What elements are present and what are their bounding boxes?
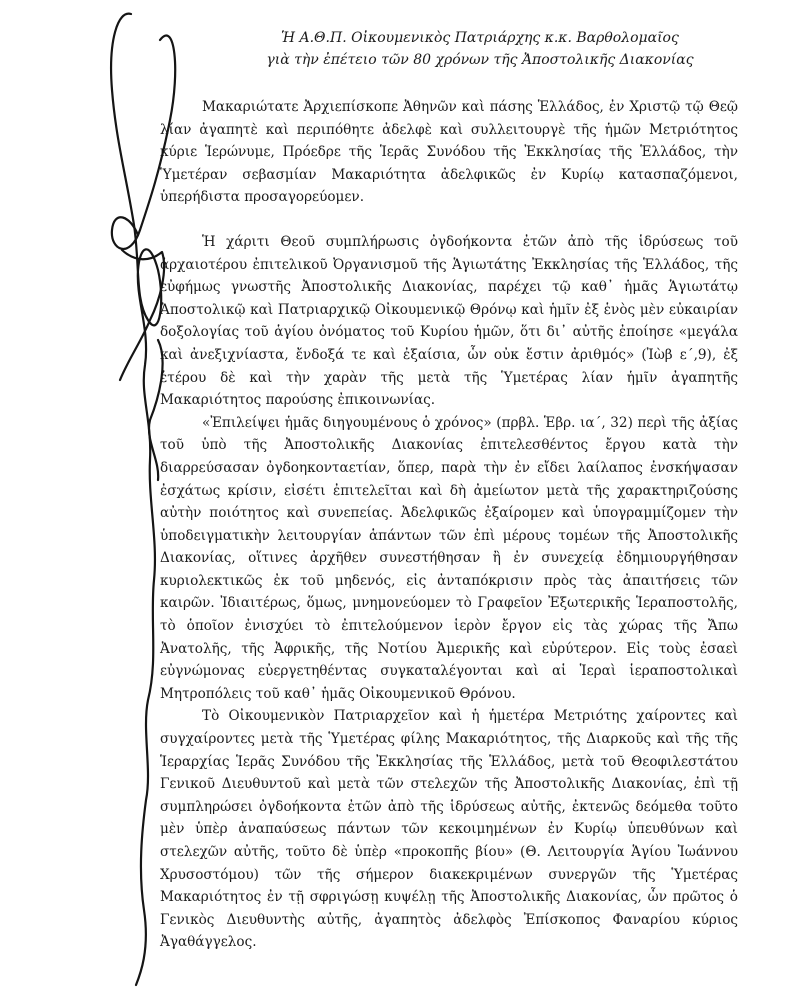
paragraph-anniversary: Ἡ χάριτι Θεοῦ συμπλήρωσις ὀγδοήκοντα ἐτῶν ἀπὸ τῆς ἱδρύσεως τοῦ ἀρχαιοτέρου ἐπιτελικοῦ Ὀργανισμοῦ τῆς Ἁγιωτάτης Ἐκκλησίας τῆς Ἑλλάδος, τῆς εὐφήμως γνωστῆς Ἀποστολικῆς Διακονίας, παρέχει τῷ καθ᾽ ἡμᾶς Ἁγιωτάτῳ Ἀποστολικῷ καὶ Πατριαρχικῷ Οἰκουμενικῷ Θρόνῳ καὶ ἡμῖν ἐξ ἑνὸς μὲν εὐκαιρίαν δοξολογίας τοῦ ἁγίου ὀνόματος τοῦ Κυρίου ἡμῶν, ὅτι δι᾽ αὐτῆς ἐποίησε «μεγάλα καὶ ἀνεξιχνίαστα, ἔνδοξά τε καὶ ἐξαίσια, ὧν οὐκ ἔστιν ἀριθμός» (Ἰὼβ ε΄,9), ἐξ ἑτέρου δὲ καὶ τὴν χαρὰν τῆς μετὰ τῆς Ὑμετέρας λίαν ἡμῖν ἀγαπητῆς Μακαριότητος παρούσης ἐπικοινωνίας. [160, 233, 738, 409]
letter-body [160, 96, 738, 954]
paragraph-prayer: Τὸ Οἰκουμενικὸν Πατριαρχεῖον καὶ ἡ ἡμετέρα Μετριότης χαίροντες καὶ συγχαίροντες μετὰ τῆς Ὑμετέρας φίλης Μακαριότητος, τῆς Διαρκοῦς καὶ τῆς τῆς Ἱεραρχίας Ἱερᾶς Συνόδου τῆς Ἐκκλησίας τῆς Ἑλλάδος, μετὰ τοῦ Θεοφιλεστάτου Γενικοῦ Διευθυντοῦ καὶ μετὰ τῶν στελεχῶν τῆς Ἀποστολικῆς Διακονίας, ἐπὶ τῇ συμπληρώσει ὀγδοήκοντα ἐτῶν ἀπὸ τῆς ἱδρύσεως αὐτῆς, ἐκτενῶς δεόμεθα τοῦτο μὲν ὑπὲρ ἀναπαύσεως πάντων τῶν κεκοιμημένων ἐν Κυρίῳ ὑπευθύνων καὶ στελεχῶν αὐτῆς, τοῦτο δὲ ὑπὲρ «προκοπῆς βίου» (Θ. Λειτουργία Ἁγίου Ἰωάννου Χρυσοστόμου) τῶν τῆς σήμερον διακεκριμένων συνεργῶν τῆς Ὑμετέρας Μακαριότητος ἐν τῇ σφριγώσῃ κυψέλῃ τῆς Ἀποστολικῆς Διακονίας, ὧν πρῶτος ὁ Γενικὸς Διευθυντὴς αὐτῆς, ἀγαπητὸς ἀδελφὸς Ἐπίσκοπος Φαναρίου κύριος Ἀγαθάγγελος. [160, 708, 738, 951]
paragraph-greeting: Μακαριώτατε Ἀρχιεπίσκοπε Ἀθηνῶν καὶ πάσης Ἑλλάδος, ἐν Χριστῷ τῷ Θεῷ λίαν ἀγαπητὲ καὶ περιπόθητε ἀδελφὲ καὶ συλλειτουργὲ τῆς ἡμῶν Μετριότητος κύριε Ἱερώνυμε, Πρόεδρε τῆς Ἱερᾶς Συνόδου τῆς Ἐκκλησίας τῆς Ἑλλάδος, τὴν Ὑμετέραν σεβασμίαν Μακαριότητα ἀδελφικῶς ἐν Κυρίῳ κατασπαζόμενοι, ὑπερήδιστα προσαγορεύομεν. [160, 99, 738, 206]
header-line-2: γιὰ τὴν ἐπέτειο τῶν 80 χρόνων τῆς Ἀποστολικῆς Διακονίας [266, 52, 694, 68]
paragraph-work: «Ἐπιλείψει ἡμᾶς διηγουμένους ὁ χρόνος» (πρβλ. Ἑβρ. ια΄, 32) περὶ τῆς ἀξίας τοῦ ὑπὸ τῆς Ἀποστολικῆς Διακονίας ἐπιτελεσθέντος ἔργου κατὰ τὴν διαρρεύσασαν ὀγδοηκονταετίαν, ὅπερ, παρὰ τὴν ἐν εἴδει λαίλαπος ἐνσκήψασαν ἐσχάτως κρίσιν, εἰσέτι ἐπιτελεῖται καὶ δὴ ἀμείωτον μετὰ τῆς χαρακτηριζούσης αὐτὴν ποιότητος καὶ συνεπείας. Ἀδελφικῶς ἐξαίρομεν καὶ ὑπογραμμίζομεν τὴν ὑποδειγματικὴν λειτουργίαν ἁπάντων τῶν ἐπὶ μέρους τομέων τῆς Ἀποστολικῆς Διακονίας, οἵτινες ἀρχῆθεν συνεστήθησαν ἢ ἐν συνεχείᾳ ἐδημιουργήθησαν κυριολεκτικῶς ἐκ τοῦ μηδενός, εἰς ἀνταπόκρισιν πρὸς τὰς ἀπαιτήσεις τῶν καιρῶν. Ἰδιαιτέρως, ὅμως, μνημονεύομεν τὸ Γραφεῖον Ἐξωτερικῆς Ἱεραποστολῆς, τὸ ὁποῖον ἐνισχύει τὸ ἐπιτελούμενον ἱερὸν ἔργον εἰς τὰς χώρας τῆς Ἄπω Ἀνατολῆς, τῆς Ἀφρικῆς, τῆς Νοτίου Ἀμερικῆς καὶ εὐρύτερον. Εἰς τοὺς ἐσαεὶ εὐγνώμονας εὐεργετηθέντας συγκαταλέγονται καὶ αἱ Ἱεραὶ ἱεραποστολικαὶ Μητροπόλεις τοῦ καθ᾽ ἡμᾶς Οἰκουμενικοῦ Θρόνου. [160, 414, 738, 702]
header-line-1: Ἡ Α.Θ.Π. Οἰκουμενικὸς Πατριάρχης κ.κ. Βαρθολομαῖος [281, 30, 679, 46]
signature-stroke-cross [120, 250, 164, 380]
signature-stroke-main [111, 14, 161, 985]
